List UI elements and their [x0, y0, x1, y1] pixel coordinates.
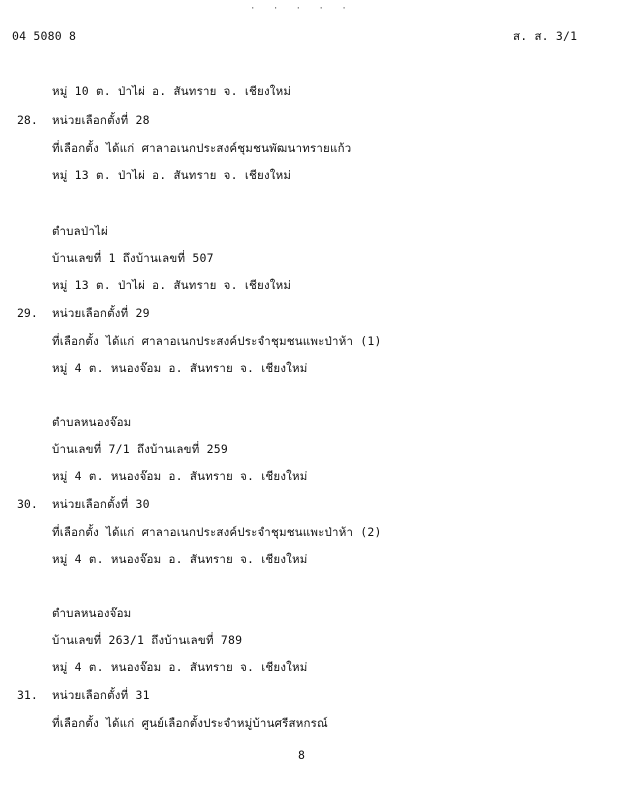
address-line: หมู่ 4 ต. หนองจ๊อม อ. สันทราย จ. เชียงใหม่ — [52, 361, 308, 375]
page-number: 8 — [298, 748, 306, 762]
scan-noise: · · · · · — [250, 4, 353, 14]
address-line: หมู่ 13 ต. ป่าไผ่ อ. สันทราย จ. เชียงใหม่ — [52, 278, 292, 292]
polling-location: ที่เลือกตั้ง ได้แก่ ศูนย์เลือกตั้งประจำหมู่บ้านศรีสหกรณ์ — [52, 716, 328, 730]
subdistrict-heading: ตำบลหนองจ๊อม — [52, 606, 132, 620]
polling-unit-heading: หน่วยเลือกตั้งที่ 28 — [52, 113, 150, 127]
page-reference: ส. ส. 3/1 — [513, 29, 578, 43]
polling-unit-heading: หน่วยเลือกตั้งที่ 31 — [52, 688, 150, 702]
house-range: บ้านเลขที่ 1 ถึงบ้านเลขที่ 507 — [52, 251, 214, 265]
item-number: 30. — [17, 497, 38, 511]
address-line: หมู่ 10 ต. ป่าไผ่ อ. สันทราย จ. เชียงใหม่ — [52, 84, 292, 98]
polling-location: ที่เลือกตั้ง ได้แก่ ศาลาอเนกประสงค์ชุมชนพัฒนาทรายแก้ว — [52, 141, 352, 155]
polling-location: ที่เลือกตั้ง ได้แก่ ศาลาอเนกประสงค์ประจำชุมชนแพะป่าห้า (2) — [52, 525, 382, 539]
subdistrict-heading: ตำบลหนองจ๊อม — [52, 415, 132, 429]
address-line: หมู่ 4 ต. หนองจ๊อม อ. สันทราย จ. เชียงใหม่ — [52, 552, 308, 566]
subdistrict-heading: ตำบลป่าไผ่ — [52, 224, 108, 238]
polling-location: ที่เลือกตั้ง ได้แก่ ศาลาอเนกประสงค์ประจำชุมชนแพะป่าห้า (1) — [52, 334, 382, 348]
polling-unit-heading: หน่วยเลือกตั้งที่ 29 — [52, 306, 150, 320]
address-line: หมู่ 4 ต. หนองจ๊อม อ. สันทราย จ. เชียงใหม่ — [52, 469, 308, 483]
house-range: บ้านเลขที่ 263/1 ถึงบ้านเลขที่ 789 — [52, 633, 243, 647]
item-number: 29. — [17, 306, 38, 320]
address-line: หมู่ 13 ต. ป่าไผ่ อ. สันทราย จ. เชียงใหม่ — [52, 168, 292, 182]
polling-unit-heading: หน่วยเลือกตั้งที่ 30 — [52, 497, 150, 511]
item-number: 31. — [17, 688, 38, 702]
house-range: บ้านเลขที่ 7/1 ถึงบ้านเลขที่ 259 — [52, 442, 228, 456]
item-number: 28. — [17, 113, 38, 127]
address-line: หมู่ 4 ต. หนองจ๊อม อ. สันทราย จ. เชียงใหม่ — [52, 660, 308, 674]
document-code: 04 5080 8 — [12, 29, 77, 43]
